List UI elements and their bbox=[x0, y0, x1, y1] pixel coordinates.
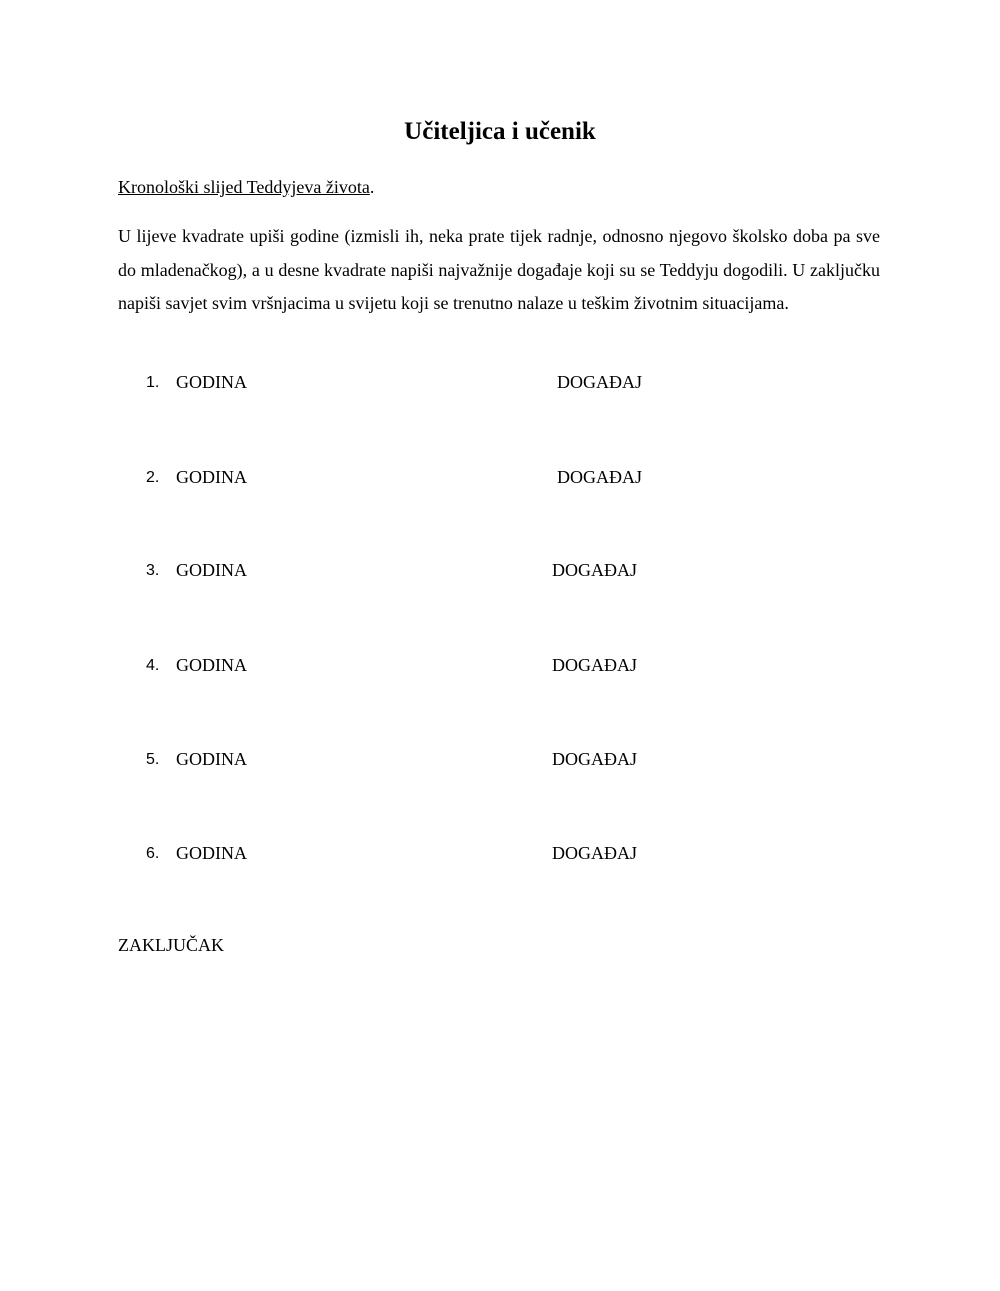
year-label: GODINA bbox=[176, 843, 247, 863]
page-title: Učiteljica i učenik bbox=[404, 118, 596, 145]
year-label: GODINA bbox=[176, 749, 247, 769]
list-item-number: 5. bbox=[146, 751, 160, 768]
event-label: DOGAĐAJ bbox=[557, 372, 642, 392]
event-label: DOGAĐAJ bbox=[552, 560, 637, 580]
subtitle-period: . bbox=[369, 177, 375, 197]
year-label: GODINA bbox=[176, 467, 247, 487]
event-label: DOGAĐAJ bbox=[552, 843, 637, 863]
conclusion-heading: ZAKLJUČAK bbox=[118, 935, 224, 955]
event-label: DOGAĐAJ bbox=[552, 749, 637, 769]
list-item-number: 1. bbox=[146, 374, 160, 391]
year-label: GODINA bbox=[176, 372, 247, 392]
list-item-number: 3. bbox=[146, 562, 160, 579]
list-item-number: 4. bbox=[146, 657, 160, 674]
year-label: GODINA bbox=[176, 655, 247, 675]
list-item-number: 6. bbox=[146, 845, 160, 862]
event-label: DOGAĐAJ bbox=[552, 655, 637, 675]
instructions-paragraph: U lijeve kvadrate upiši godine (izmisli ih, neka prate tijek radnje, odnosno njegovo školsko doba pa sve do mladenačkog), a u desne kvadrate napiši najvažnije događaje koji su se Teddyju dogodili. U zaključku napiši savjet svim vršnjacima u svijetu koji se trenutno nalaze u teškim životnim situacijama. bbox=[118, 226, 880, 313]
event-label: DOGAĐAJ bbox=[557, 467, 642, 487]
subtitle bbox=[118, 176, 374, 198]
subtitle-underlined-text: Kronološki slijed Teddyjeva života bbox=[118, 177, 370, 197]
list-item-number: 2. bbox=[146, 469, 160, 486]
year-label: GODINA bbox=[176, 560, 247, 580]
